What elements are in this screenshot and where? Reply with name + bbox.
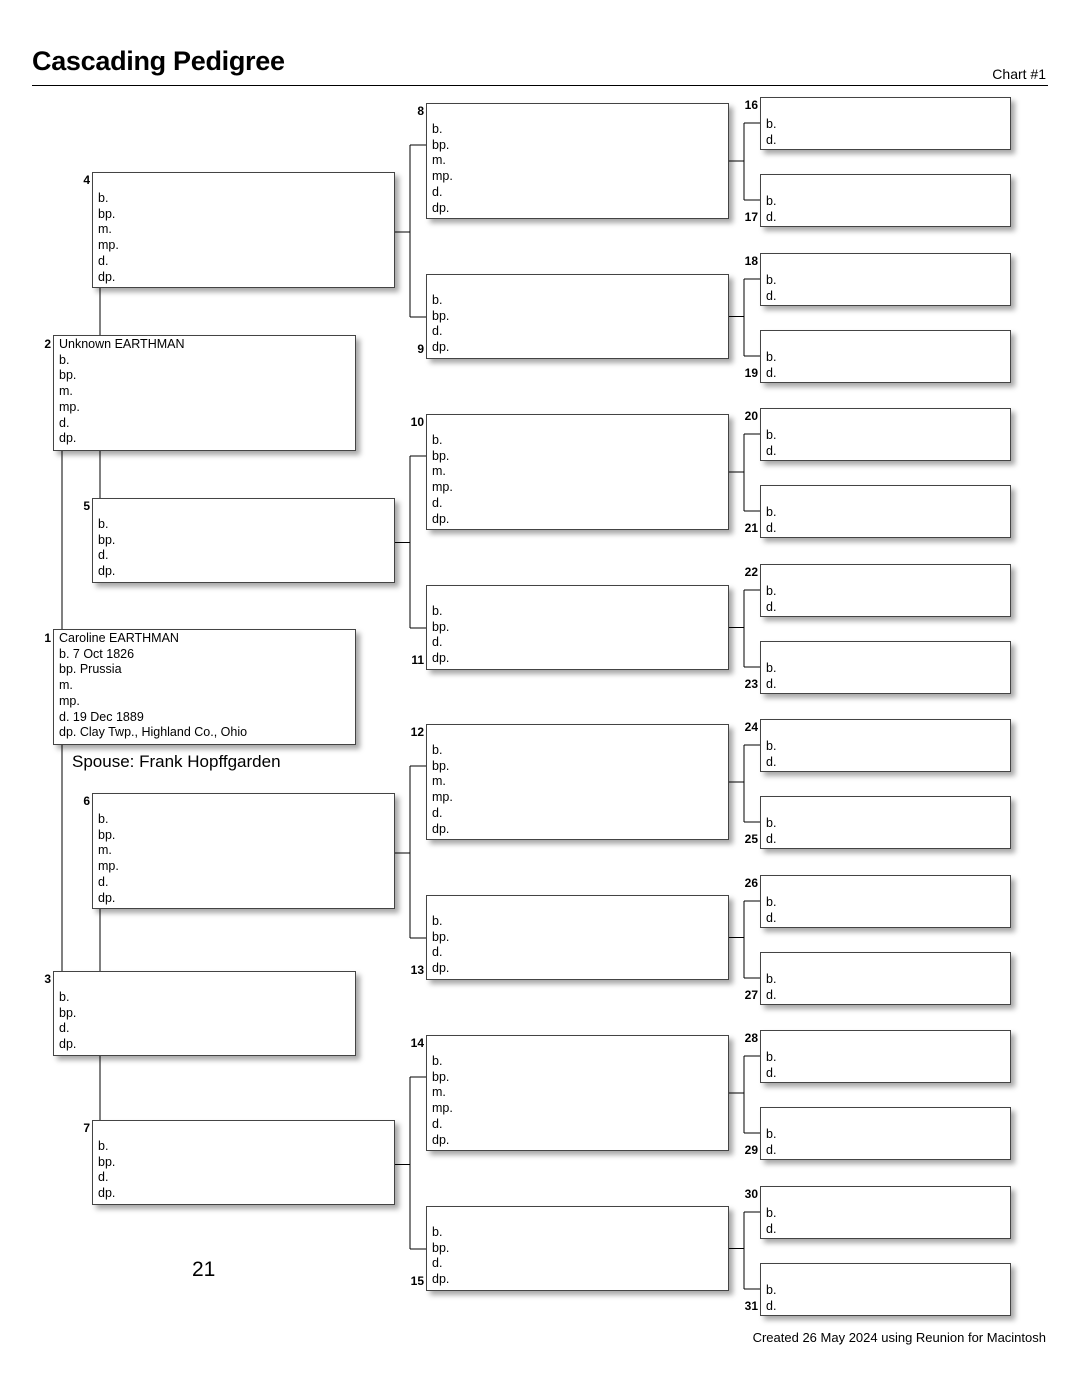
person-9-line: bp. — [432, 308, 450, 323]
person-10-line: mp. — [432, 480, 453, 495]
person-18-line: b. — [766, 273, 777, 287]
person-box-16 — [760, 97, 1011, 150]
ahnentafel-number-21: 21 — [744, 521, 758, 535]
person-box-1 — [53, 629, 356, 745]
ahnentafel-number-13: 13 — [410, 963, 424, 977]
person-5-line: b. — [98, 517, 109, 531]
person-10-line: m. — [432, 464, 446, 479]
spouse-line: Spouse: Frank Hopffgarden — [72, 752, 281, 771]
ahnentafel-number-5: 5 — [83, 499, 90, 513]
person-2-line: dp. — [59, 431, 77, 446]
person-14-line: bp. — [432, 1069, 450, 1084]
person-30-line: d. — [766, 1221, 777, 1236]
ahnentafel-number-29: 29 — [744, 1143, 758, 1157]
person-box-27 — [760, 952, 1011, 1005]
person-6-line: bp. — [98, 827, 116, 842]
person-1-line: dp. Clay Twp., Highland Co., Ohio — [59, 725, 248, 740]
person-11-line: b. — [432, 604, 443, 618]
person-box-3 — [53, 971, 356, 1056]
person-9-line: b. — [432, 293, 443, 307]
ahnentafel-number-27: 27 — [744, 988, 758, 1002]
ahnentafel-number-8: 8 — [417, 104, 424, 118]
person-7-line: b. — [98, 1139, 109, 1153]
person-11-line: d. — [432, 635, 443, 650]
person-1-line: Caroline EARTHMAN — [59, 631, 179, 645]
person-6-line: m. — [98, 843, 112, 858]
person-12-line: mp. — [432, 790, 453, 805]
person-24-line: b. — [766, 739, 777, 753]
ahnentafel-number-17: 17 — [744, 210, 758, 224]
person-13-line: b. — [432, 914, 443, 928]
person-20-line: d. — [766, 443, 777, 458]
person-8-line: dp. — [432, 200, 450, 215]
person-13-line: dp. — [432, 961, 450, 976]
person-12-line: bp. — [432, 758, 450, 773]
ahnentafel-number-6: 6 — [83, 794, 90, 808]
person-20-line: b. — [766, 428, 777, 442]
person-box-18 — [760, 253, 1011, 306]
person-7-line: dp. — [98, 1186, 116, 1201]
person-5-line: d. — [98, 548, 109, 563]
ahnentafel-number-2: 2 — [44, 337, 51, 351]
ahnentafel-number-15: 15 — [410, 1274, 424, 1288]
person-box-12 — [426, 724, 729, 840]
person-16-line: b. — [766, 117, 777, 131]
person-21-line: b. — [766, 505, 777, 519]
ahnentafel-number-31: 31 — [744, 1299, 758, 1313]
person-24-line: d. — [766, 754, 777, 769]
person-2-line: Unknown EARTHMAN — [59, 337, 185, 351]
person-7-line: bp. — [98, 1154, 116, 1169]
person-28-line: d. — [766, 1065, 777, 1080]
person-box-14 — [426, 1035, 729, 1151]
footer-note: Created 26 May 2024 using Reunion for Macintosh — [752, 1330, 1046, 1345]
person-14-line: dp. — [432, 1132, 450, 1147]
person-14-line: b. — [432, 1054, 443, 1068]
person-box-28 — [760, 1030, 1011, 1083]
person-box-30 — [760, 1186, 1011, 1239]
ahnentafel-number-7: 7 — [83, 1121, 90, 1135]
person-box-29 — [760, 1107, 1011, 1160]
person-22-line: b. — [766, 584, 777, 598]
person-12-line: m. — [432, 774, 446, 789]
person-box-20 — [760, 408, 1011, 461]
person-3-line: d. — [59, 1021, 70, 1036]
person-11-line: bp. — [432, 619, 450, 634]
person-box-17 — [760, 174, 1011, 227]
person-23-line: d. — [766, 676, 777, 691]
person-15-line: d. — [432, 1256, 443, 1271]
ahnentafel-number-12: 12 — [410, 725, 424, 739]
person-box-19 — [760, 330, 1011, 383]
person-2-line: b. — [59, 352, 70, 367]
person-box-10 — [426, 414, 729, 530]
person-4-line: mp. — [98, 238, 119, 253]
person-26-line: d. — [766, 910, 777, 925]
person-4-line: bp. — [98, 206, 116, 221]
person-10-line: bp. — [432, 448, 450, 463]
person-1-line: d. 19 Dec 1889 — [59, 709, 144, 724]
page-number: 21 — [192, 1258, 216, 1281]
ahnentafel-number-20: 20 — [744, 409, 758, 423]
person-18-line: d. — [766, 288, 777, 303]
ahnentafel-number-14: 14 — [410, 1036, 424, 1050]
person-box-25 — [760, 796, 1011, 849]
ahnentafel-number-16: 16 — [744, 98, 758, 112]
person-30-line: b. — [766, 1206, 777, 1220]
person-11-line: dp. — [432, 651, 450, 666]
person-8-line: mp. — [432, 169, 453, 184]
person-2-line: m. — [59, 384, 73, 399]
person-4-line: m. — [98, 222, 112, 237]
person-box-6 — [92, 793, 395, 909]
person-15-line: bp. — [432, 1240, 450, 1255]
title-divider — [32, 85, 1048, 86]
person-6-line: dp. — [98, 890, 116, 905]
person-box-5 — [92, 498, 395, 583]
person-5-line: dp. — [98, 564, 116, 579]
ahnentafel-number-10: 10 — [410, 415, 424, 429]
person-10-line: b. — [432, 433, 443, 447]
person-2-line: mp. — [59, 399, 80, 414]
person-19-line: d. — [766, 365, 777, 380]
person-27-line: d. — [766, 987, 777, 1002]
person-1-line: bp. Prussia — [59, 662, 122, 677]
person-3-line: bp. — [59, 1005, 77, 1020]
person-13-line: d. — [432, 945, 443, 960]
person-29-line: b. — [766, 1127, 777, 1141]
person-15-line: b. — [432, 1225, 443, 1239]
person-31-line: d. — [766, 1298, 777, 1313]
person-box-13 — [426, 895, 729, 980]
ahnentafel-number-25: 25 — [744, 832, 758, 846]
person-28-line: b. — [766, 1050, 777, 1064]
ahnentafel-number-4: 4 — [83, 173, 90, 187]
person-7-line: d. — [98, 1170, 109, 1185]
person-12-line: b. — [432, 743, 443, 757]
person-17-line: b. — [766, 194, 777, 208]
page-title: Cascading Pedigree — [32, 46, 285, 76]
person-8-line: b. — [432, 122, 443, 136]
person-2-line: bp. — [59, 368, 77, 383]
person-2-line: d. — [59, 415, 70, 430]
person-17-line: d. — [766, 209, 777, 224]
person-25-line: b. — [766, 816, 777, 830]
person-12-line: d. — [432, 805, 443, 820]
person-4-line: d. — [98, 253, 109, 268]
person-box-11 — [426, 585, 729, 670]
ahnentafel-number-1: 1 — [44, 631, 51, 645]
person-6-line: mp. — [98, 859, 119, 874]
person-3-line: b. — [59, 990, 70, 1004]
person-box-2 — [53, 335, 356, 451]
ahnentafel-number-9: 9 — [417, 342, 424, 356]
person-box-26 — [760, 875, 1011, 928]
person-16-line: d. — [766, 132, 777, 147]
person-box-24 — [760, 719, 1011, 772]
chart-number: Chart #1 — [992, 66, 1046, 82]
person-1-line: b. 7 Oct 1826 — [59, 646, 135, 661]
ahnentafel-number-3: 3 — [44, 972, 51, 986]
person-6-line: d. — [98, 874, 109, 889]
ahnentafel-number-30: 30 — [744, 1187, 758, 1201]
person-15-line: dp. — [432, 1272, 450, 1287]
person-23-line: b. — [766, 661, 777, 675]
person-6-line: b. — [98, 812, 109, 826]
person-3-line: dp. — [59, 1037, 77, 1052]
person-14-line: mp. — [432, 1101, 453, 1116]
person-1-line: mp. — [59, 693, 80, 708]
ahnentafel-number-26: 26 — [744, 876, 758, 890]
person-9-line: dp. — [432, 340, 450, 355]
person-4-line: dp. — [98, 269, 116, 284]
person-8-line: bp. — [432, 137, 450, 152]
person-10-line: d. — [432, 495, 443, 510]
person-5-line: bp. — [98, 532, 116, 547]
ahnentafel-number-28: 28 — [744, 1031, 758, 1045]
person-21-line: d. — [766, 520, 777, 535]
person-box-23 — [760, 641, 1011, 694]
person-29-line: d. — [766, 1142, 777, 1157]
person-10-line: dp. — [432, 511, 450, 526]
person-box-7 — [92, 1120, 395, 1205]
person-4-line: b. — [98, 191, 109, 205]
person-25-line: d. — [766, 831, 777, 846]
person-box-21 — [760, 485, 1011, 538]
ahnentafel-number-18: 18 — [744, 254, 758, 268]
person-box-4 — [92, 172, 395, 288]
ahnentafel-number-11: 11 — [411, 653, 424, 667]
person-14-line: m. — [432, 1085, 446, 1100]
person-27-line: b. — [766, 972, 777, 986]
person-box-8 — [426, 103, 729, 219]
person-22-line: d. — [766, 599, 777, 614]
person-19-line: b. — [766, 350, 777, 364]
person-14-line: d. — [432, 1116, 443, 1131]
person-9-line: d. — [432, 324, 443, 339]
person-31-line: b. — [766, 1283, 777, 1297]
person-box-15 — [426, 1206, 729, 1291]
person-13-line: bp. — [432, 929, 450, 944]
person-8-line: d. — [432, 184, 443, 199]
person-12-line: dp. — [432, 821, 450, 836]
person-box-9 — [426, 274, 729, 359]
ahnentafel-number-23: 23 — [744, 677, 758, 691]
person-26-line: b. — [766, 895, 777, 909]
ahnentafel-number-22: 22 — [744, 565, 758, 579]
person-box-22 — [760, 564, 1011, 617]
ahnentafel-number-19: 19 — [744, 366, 758, 380]
person-box-31 — [760, 1263, 1011, 1316]
person-1-line: m. — [59, 678, 73, 693]
person-8-line: m. — [432, 153, 446, 168]
ahnentafel-number-24: 24 — [744, 720, 758, 734]
